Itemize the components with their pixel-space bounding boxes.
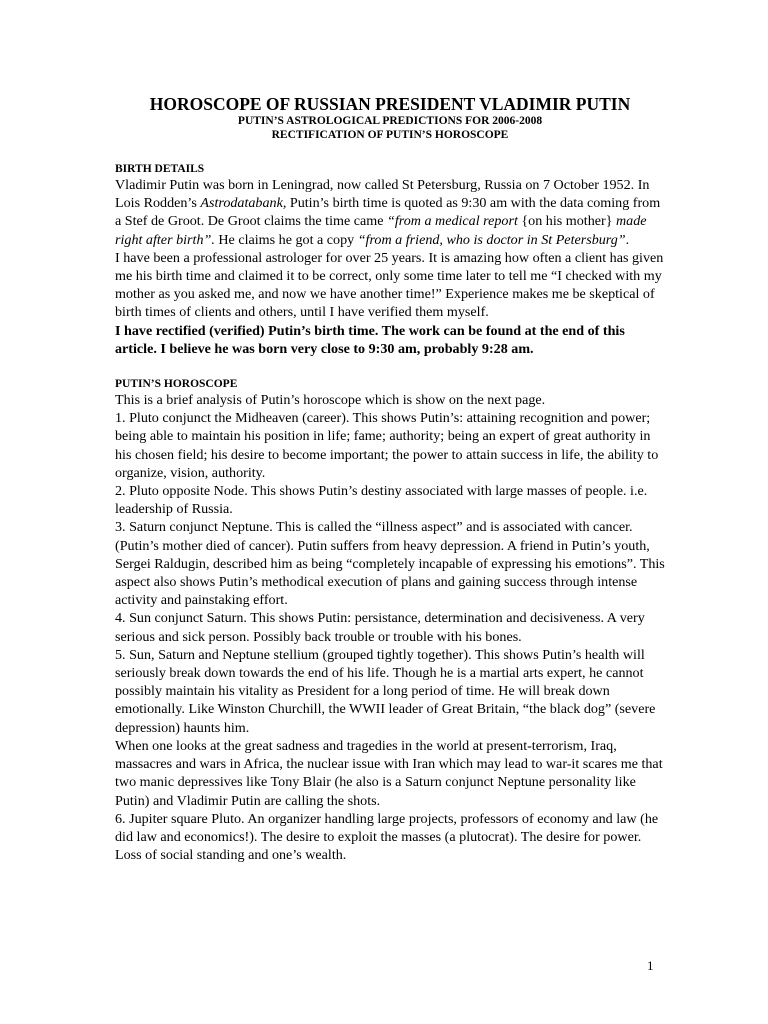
horoscope-item: 3. Saturn conjunct Neptune. This is called the “illness aspect” and is associated with cancer. (Putin’s mother died of cancer). Putin suffers from heavy depression. A friend in Putin’s youth, Sergei Raldugin, described him as being “completely incapable of expressing his emotions”. This aspect also shows Putin’s methodical execution of plans and gaining success through intense activity and painstaking effort. (115, 519, 665, 609)
horoscope-intro: This is a brief analysis of Putin’s horoscope which is show on the next page. (115, 392, 546, 409)
astrologer-experience-paragraph: I have been a professional astrologer for over 25 years. It is amazing how often a client has given me his birth time and claimed it to be correct, only some time later to tell me “I checked with my mother as you asked me, and now we have another time!” Experience makes me be skeptical of birth times of clients and others, until I have verified them myself. (115, 249, 664, 321)
birth-details-text: {on his mother} (517, 213, 616, 230)
horoscope-item: 4. Sun conjunct Saturn. This shows Putin: persistance, determination and decisiveness. A very serious and sick person. Possibly back trouble or trouble with his bones. (115, 610, 645, 645)
horoscope-heading: PUTIN’S HOROSCOPE (115, 378, 238, 391)
birth-details-paragraph (115, 176, 665, 249)
quote-after-birth: made right after birth”. (115, 213, 647, 248)
horoscope-item: When one looks at the great sadness and tragedies in the world at present-terrorism, Iraq, massacres and wars in Africa, the nuclear issue with Iran which may lead to war-it scares me that two manic depressives like Tony Blair (he also is a Saturn conjunct Neptune personality like Putin) and Vladimir Putin are calling the shots. (115, 737, 663, 809)
birth-details-heading: BIRTH DETAILS (115, 163, 205, 175)
document-body (115, 94, 665, 864)
document-subtitle-predictions: PUTIN’S ASTROLOGICAL PREDICTIONS FOR 2006-2008 (237, 115, 543, 127)
horoscope-item: 2. Pluto opposite Node. This shows Putin’s destiny associated with large masses of people. i.e. leadership of Russia. (115, 483, 648, 518)
page-number: 1 (647, 958, 654, 973)
document-title: HOROSCOPE OF RUSSIAN PRESIDENT VLADIMIR PUTIN (149, 94, 631, 114)
horoscope-item: 1. Pluto conjunct the Midheaven (career). This shows Putin’s: attaining recognition and power; being able to maintain his position in life; fame; authority; being an expert of great authority in his chosen field; his desire to become important; the power to attain success in life, the ability to organize, vision, authority. (115, 410, 659, 481)
quote-medical-report: “from a medical report (387, 213, 518, 230)
birth-details-text: Putin’s birth time is quoted as 9:30 am with the data coming from a Stef de Groot. De Groot claims the time came (115, 195, 661, 230)
birth-details-text: Vladimir Putin was born in Leningrad, now called St Petersburg, Russia on 7 October 1952. In Lois Rodden’s (115, 177, 650, 212)
horoscope-item: 6. Jupiter square Pluto. An organizer handling large projects, professors of economy and law (he did law and economics!). The desire to exploit the masses (a plutocrat). The desire for power. Loss of social standing and one’s wealth. (115, 810, 659, 864)
astrodatabank-title: Astrodatabank, (200, 195, 287, 212)
horoscope-item: 5. Sun, Saturn and Neptune stellium (grouped tightly together). This shows Putin’s health will seriously break down towards the end of his life. Though he is a martial arts expert, he cannot possibly maintain his vitality as President for a long period of time. He will break down emotionally. Like Winston Churchill, the WWII leader of Great Britain, “the black dog” (severe depression) haunts him. (115, 646, 656, 736)
birth-details-text: He claims he got a copy (214, 231, 358, 248)
document-subtitle-rectification: RECTIFICATION OF PUTIN’S HOROSCOPE (271, 129, 509, 141)
quote-from-friend: “from a friend, who is doctor in St Petersburg” (357, 231, 626, 248)
rectification-statement: I have rectified (verified) Putin’s birth time. The work can be found at the end of this article. I believe he was born very close to 9:30 am, probably 9:28 am. (115, 322, 625, 357)
birth-details-text: . (625, 231, 630, 248)
